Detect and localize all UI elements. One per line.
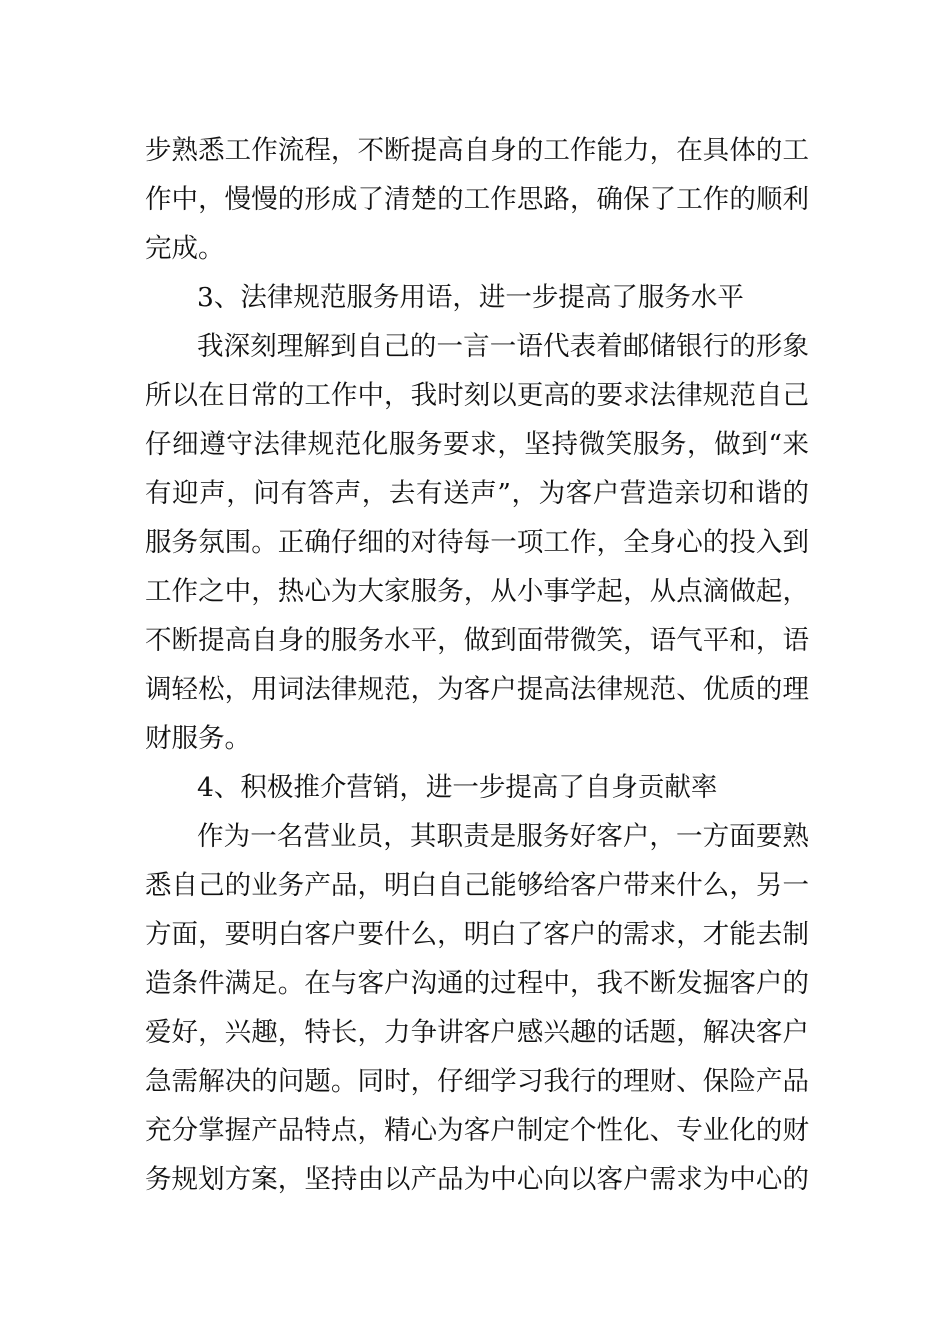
paragraph-line: 有迎声，问有答声，去有送声”，为客户营造亲切和谐的: [145, 478, 809, 509]
paragraph-line: 完成。: [145, 233, 225, 264]
paragraph-line: 我深刻理解到自己的一言一语代表着邮储银行的形象: [197, 331, 809, 362]
paragraph-line: 造条件满足。在与客户沟通的过程中，我不断发掘客户的: [145, 968, 809, 999]
paragraph-line: 作中，慢慢的形成了清楚的工作思路，确保了工作的顺利: [145, 184, 809, 215]
paragraph-line: 服务氛围。正确仔细的对待每一项工作，全身心的投入到: [145, 527, 809, 558]
paragraph-line: 财服务。: [145, 723, 251, 754]
section-heading: 4、积极推介营销，进一步提高了自身贡献率: [197, 772, 718, 803]
paragraph-line: 作为一名营业员，其职责是服务好客户，一方面要熟: [197, 821, 809, 852]
paragraph-line: 务规划方案，坚持由以产品为中心向以客户需求为中心的: [145, 1164, 809, 1195]
paragraph-line: 工作之中，热心为大家服务，从小事学起，从点滴做起，: [145, 576, 809, 607]
paragraph-line: 充分掌握产品特点，精心为客户制定个性化、专业化的财: [145, 1115, 809, 1146]
paragraph-line: 步熟悉工作流程，不断提高自身的工作能力，在具体的工: [145, 135, 809, 166]
paragraph-line: 悉自己的业务产品，明白自己能够给客户带来什么，另一: [145, 870, 809, 901]
paragraph-line: 方面，要明白客户要什么，明白了客户的需求，才能去制: [145, 919, 809, 950]
paragraph-line: 调轻松，用词法律规范，为客户提高法律规范、优质的理: [145, 674, 809, 705]
paragraph-line: 仔细遵守法律规范化服务要求，坚持微笑服务，做到“来: [145, 429, 809, 460]
paragraph-line: 所以在日常的工作中，我时刻以更高的要求法律规范自己: [145, 380, 809, 411]
paragraph-line: 不断提高自身的服务水平，做到面带微笑，语气平和，语: [145, 625, 809, 656]
paragraph-line: 急需解决的问题。同时，仔细学习我行的理财、保险产品: [145, 1066, 809, 1097]
section-heading: 3、法律规范服务用语，进一步提高了服务水平: [197, 282, 744, 313]
paragraph-line: 爱好，兴趣，特长，力争讲客户感兴趣的话题，解决客户: [145, 1017, 809, 1048]
